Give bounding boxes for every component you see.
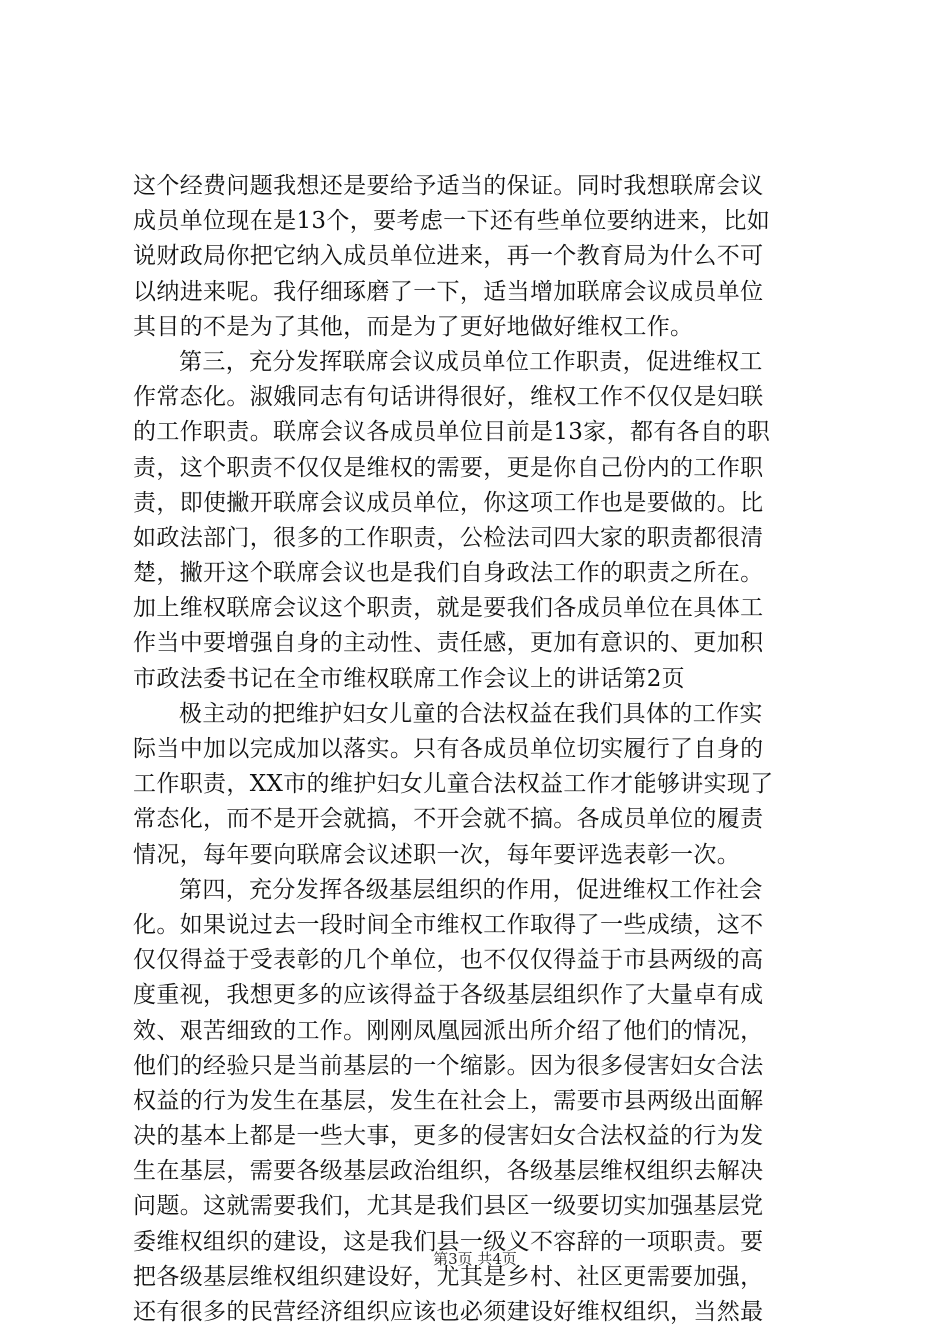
text-line: 工作职责，XX市的维护妇女儿童合法权益工作才能够讲实现了 [133,771,774,798]
text-line: 责，即使撇开联席会议成员单位，你这项工作也是要做的。比 [133,489,764,516]
text-line: 度重视，我想更多的应该得益于各级基层组织作了大量卓有成 [133,982,764,1009]
text-line: 第四，充分发挥各级基层组织的作用，促进维权工作社会 [179,876,763,903]
text-line: 权益的行为发生在基层，发生在社会上，需要市县两级出面解 [133,1087,764,1114]
text-line: 常态化，而不是开会就搞，不开会就不搞。各成员单位的履责 [133,806,764,833]
text-line: 生在基层，需要各级基层政治组织，各级基层维权组织去解决 [133,1158,764,1185]
text-line: 极主动的把维护妇女儿童的合法权益在我们具体的工作实 [179,700,763,727]
text-line: 加上维权联席会议这个职责，就是要我们各成员单位在具体工 [133,595,764,622]
text-line: 的工作职责。联席会议各成员单位目前是13家，都有各自的职 [133,419,771,446]
text-line: 化。如果说过去一段时间全市维权工作取得了一些成绩，这不 [133,911,764,938]
text-line: 委维权组织的建设，这是我们县一级义不容辞的一项职责。要 [133,1228,764,1255]
text-line: 际当中加以完成加以落实。只有各成员单位切实履行了自身的 [133,736,764,762]
text-line: 他们的经验只是当前基层的一个缩影。因为很多侵害妇女合法 [133,1052,764,1079]
text-line: 责，这个职责不仅仅是维权的需要，更是你自己份内的工作职 [133,454,764,481]
text-line: 楚，撇开这个联席会议也是我们自身政法工作的职责之所在。 [133,560,764,587]
text-line: 第三，充分发挥联席会议成员单位工作职责，促进维权工 [179,348,763,375]
text-line: 情况，每年要向联席会议述职一次，每年要评选表彰一次。 [133,841,741,868]
text-line: 作常态化。淑娥同志有句话讲得很好，维权工作不仅仅是妇联 [133,384,764,411]
text-line: 这个经费问题我想还是要给予适当的保证。同时我想联席会议 [133,173,764,199]
text-line: 问题。这就需要我们，尤其是我们县区一级要切实加强基层党 [133,1193,764,1220]
text-line: 说财政局你把它纳入成员单位进来，再一个教育局为什么不可 [133,243,764,270]
text-line: 作当中要增强自身的主动性、责任感，更加有意识的、更加积 [133,630,764,657]
text-line: 其目的不是为了其他，而是为了更好地做好维权工作。 [133,313,694,340]
text-line: 如政法部门，很多的工作职责，公检法司四大家的职责都很清 [133,524,764,551]
text-line: 还有很多的民营经济组织应该也必须建设好维权组织，当然最 [133,1299,764,1325]
text-line: 效、艰苦细致的工作。刚刚凤凰园派出所介绍了他们的情况， [133,1017,764,1044]
text-line: 市政法委书记在全市维权联席工作会议上的讲话第2页 [133,665,686,692]
text-line: 以纳进来呢。我仔细琢磨了一下，适当增加联席会议成员单位 [133,278,764,305]
text-line: 仅仅得益于受表彰的几个单位，也不仅仅得益于市县两级的高 [133,947,764,974]
page-footer: 第3页 共4页 [433,1250,517,1268]
text-line: 把各级基层维权组织建设好，尤其是乡村、社区更需要加强， [133,1263,764,1290]
document-body [133,169,833,1330]
text-line: 成员单位现在是13个，要考虑一下还有些单位要纳进来，比如 [133,208,771,235]
text-line: 决的基本上都是一些大事，更多的侵害妇女合法权益的行为发 [133,1123,764,1150]
